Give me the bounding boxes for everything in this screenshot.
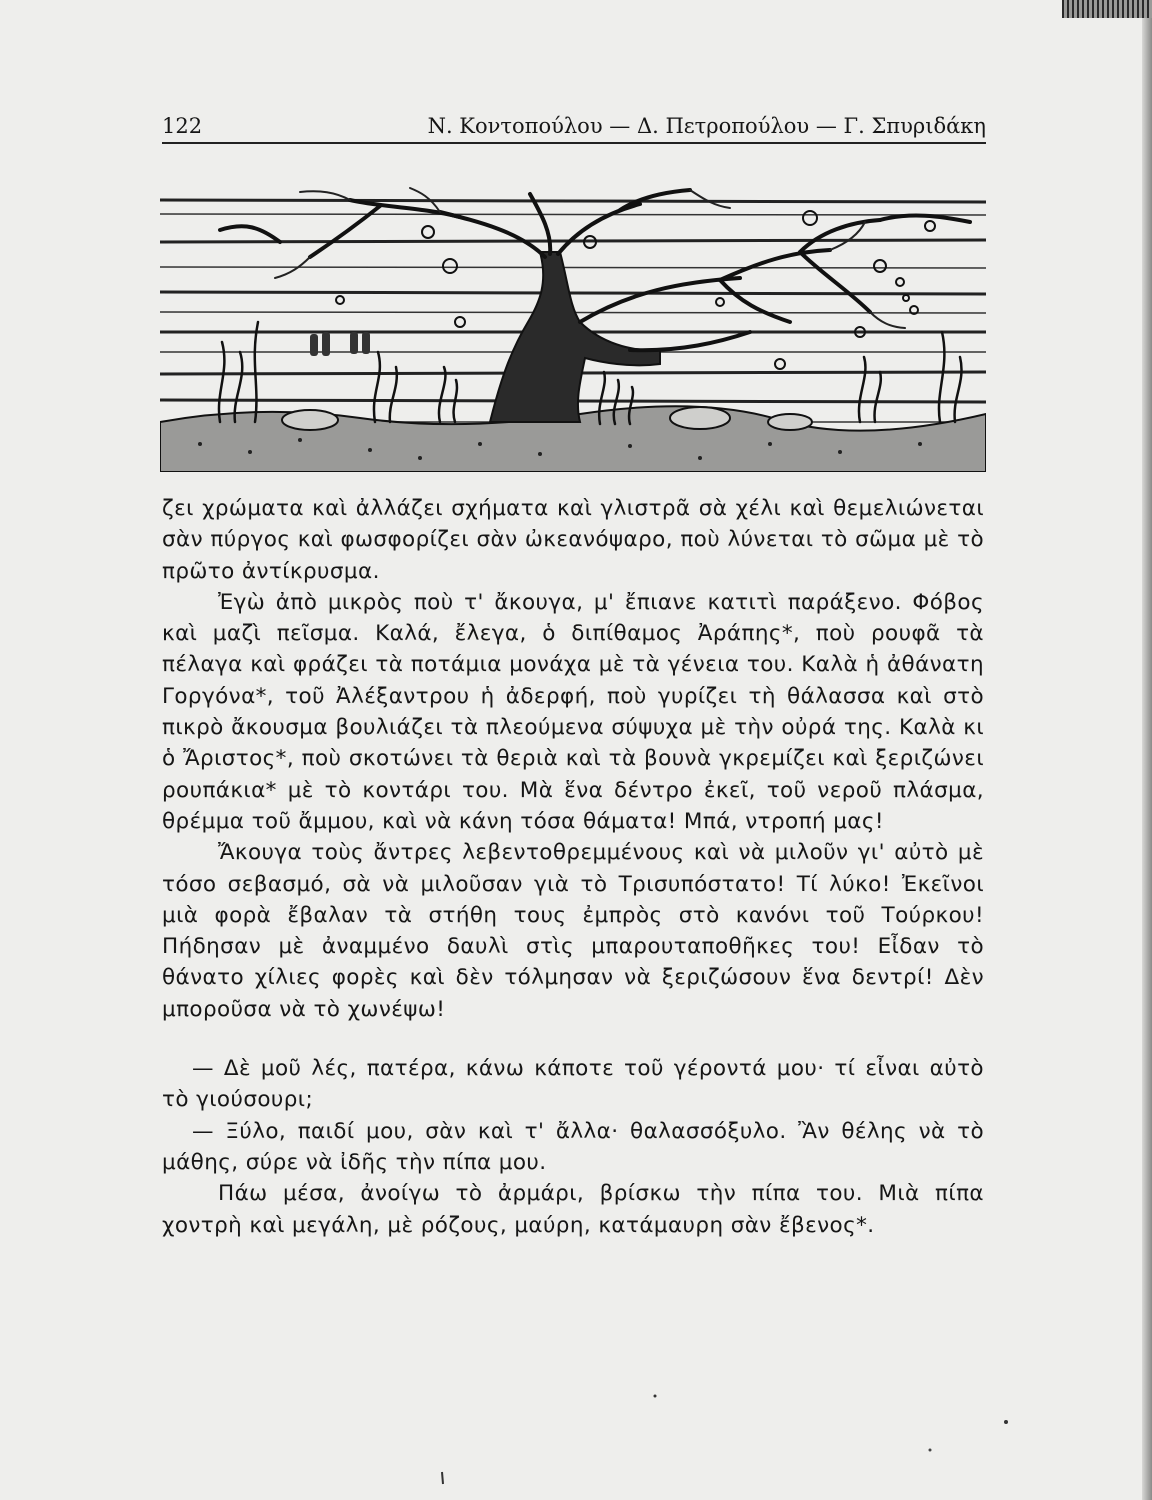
page-edge [1142,0,1152,1500]
running-header [162,108,986,144]
paragraph-1: ζει χρώματα καὶ ἀλλάζει σχήματα καὶ γλιστρᾶ σὰ χέλι καὶ θεμελιώνεται σὰν πύργος καὶ φωσφορίζει σὰν ὠκεανόψαρο, ποὺ λύνεται τὸ σῶμα μὲ τὸ πρῶτο ἀντίκρυσμα. [162,496,984,584]
dialog-question: — Δὲ μοῦ λές, πατέρα, κάνω κάποτε τοῦ γέροντά μου· τί εἶναι αὐτὸ τὸ γιούσουρι; [162,1056,984,1113]
body-text [162,493,984,1241]
page-edge-top [1062,0,1152,18]
underwater-tree-illustration [160,182,986,472]
paragraph-3: Ἄκουγα τοὺς ἄντρες λεβεντοθρεμμένους καὶ νὰ μιλοῦν γι' αὐτὸ μὲ τόσο σεβασμό, σὰ νὰ μιλοῦσαν γιὰ τὸ Τρισυπόστατο! Τί λύκο! Ἐκεῖνοι μιὰ φορὰ ἔβαλαν τὰ στήθη τους ἐμπρὸς στὸ κανόνι τοῦ Τούρκου! Πήδησαν μὲ ἀναμμένο δαυλὶ στὶς μπαρουταποθῆκες του! Εἶδαν τὸ θάνατο χίλιες φορὲς καὶ δὲν τόλμησαν νὰ ξεριζώσουν ἕνα δεντρί! Δὲν μποροῦσα νὰ τὸ χωνέψω! [162,840,984,1022]
dialog-answer: — Ξύλο, παιδί μου, σὰν καὶ τ' ἄλλα· θαλασσόξυλο. Ἂν θέλης νὰ τὸ μάθης, σύρε νὰ ἰδῆς τὴν πίπα μου. [162,1118,984,1175]
page-number: 122 [162,114,203,138]
paragraph-6: Πάω μέσα, ἀνοίγω τὸ ἀρμάρι, βρίσκω τὴν πίπα του. Μιὰ πίπα χοντρὴ καὶ μεγάλη, μὲ ρόζους, μαύρη, κατάμαυρη σὰν ἔβενος*. [162,1181,984,1238]
paragraph-2: Ἐγὼ ἀπὸ μικρὸς ποὺ τ' ἄκουγα, μ' ἔπιανε κατιτὶ παράξενο. Φόβος καὶ μαζὶ πεῖσμα. Καλά, ἔλεγα, ὁ διπίθαμος Ἀράπης*, ποὺ ρουφᾶ τὰ πέλαγα καὶ φράζει τὰ ποτάμια μονάχα μὲ τὰ γένεια του. Καλὰ ἡ ἀθάνατη Γοργόνα*, τοῦ Ἀλέξαντρου ἡ ἀδερφή, ποὺ γυρίζει τὴ θάλασσα καὶ στὸ πικρὸ ἄκουσμα βουλιάζει τὰ πλεούμενα σύψυχα μὲ τὴν οὐρά της. Καλὰ κι ὁ Ἄριστος*, ποὺ σκοτώνει τὰ θεριὰ καὶ τὰ βουνὰ γκρεμίζει καὶ ξεριζώνει ρουπάκια* μὲ τὸ κοντάρι του. Μὰ ἕνα δέντρο ἐκεῖ, τοῦ νεροῦ πλάσμα, θρέμμα τοῦ ἄμμου, καὶ νὰ κάνη τόσα θάματα! Μπά, ντροπή μας! [162,589,984,834]
section-gap [162,1025,984,1053]
running-head-authors: Ν. Κοντοπούλου — Δ. Πετροπούλου — Γ. Σπυριδάκη [427,114,986,138]
